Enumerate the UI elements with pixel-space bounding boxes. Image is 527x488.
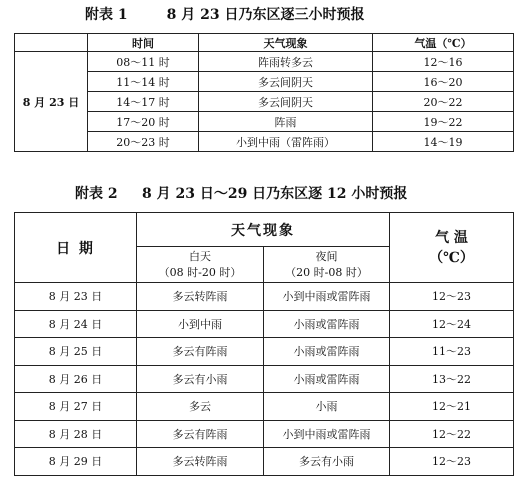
table2-header-day [137, 247, 264, 283]
table-row [15, 338, 514, 366]
table1-header-temp: 气温（℃） [373, 34, 514, 52]
temp-cell: 13～22 [390, 365, 514, 393]
time-cell: 20～23 时 [88, 132, 199, 152]
time-cell: 08～11 时 [88, 52, 199, 72]
night-weather-cell: 小到中雨或雷阵雨 [264, 283, 390, 311]
temp-cell: 12～23 [390, 448, 514, 476]
night-weather-cell: 小雨或雷阵雨 [264, 365, 390, 393]
date-cell: 8 月 25 日 [15, 338, 137, 366]
table2-header-weather: 天气现象 [137, 213, 390, 247]
night-weather-cell: 小雨或雷阵雨 [264, 338, 390, 366]
temp-cell: 12～24 [390, 310, 514, 338]
night-weather-cell: 多云有小雨 [264, 448, 390, 476]
table-row [15, 365, 514, 393]
table-row [15, 112, 514, 132]
table-row [15, 448, 514, 476]
date-cell: 8 月 29 日 [15, 448, 137, 476]
day-weather-cell: 多云有阵雨 [137, 420, 264, 448]
table-row [15, 132, 514, 152]
day-label: 白天 [189, 249, 211, 263]
table2-title: 附表 2 8 月 23 日～29 日乃东区逐 12 小时预报 [75, 186, 408, 202]
table-row [15, 283, 514, 311]
temp-cell: 16～20 [373, 72, 514, 92]
table1-header-time: 时间 [88, 34, 199, 52]
table-row [15, 72, 514, 92]
temp-cell: 20～22 [373, 92, 514, 112]
weather-cell: 多云间阴天 [199, 72, 373, 92]
weather-cell: 阵雨转多云 [199, 52, 373, 72]
night-weather-cell: 小雨 [264, 393, 390, 421]
table-row [15, 310, 514, 338]
twelve-hour-forecast-table [14, 212, 514, 476]
day-weather-cell: 小到中雨 [137, 310, 264, 338]
weather-cell: 小到中雨（雷阵雨） [199, 132, 373, 152]
temp-cell: 11～23 [390, 338, 514, 366]
table2-header-temp-unit: （℃） [429, 249, 474, 266]
time-cell: 14～17 时 [88, 92, 199, 112]
day-weather-cell: 多云转阵雨 [137, 283, 264, 311]
table1-header-weather: 天气现象 [199, 34, 373, 52]
table2-header-temp [390, 213, 514, 283]
temp-cell: 12～21 [390, 393, 514, 421]
night-label: 夜间 [315, 249, 338, 263]
table1-title: 附表 1 8 月 23 日乃东区逐三小时预报 [85, 7, 365, 23]
table-row [15, 393, 514, 421]
temp-cell: 12～16 [373, 52, 514, 72]
day-weather-cell: 多云有阵雨 [137, 338, 264, 366]
day-weather-cell: 多云有小雨 [137, 365, 264, 393]
temp-cell: 14～19 [373, 132, 514, 152]
temp-cell: 19～22 [373, 112, 514, 132]
three-hour-forecast-table [14, 33, 514, 152]
table2-header-row [15, 213, 514, 247]
temp-cell: 12～23 [390, 283, 514, 311]
weather-cell: 阵雨 [199, 112, 373, 132]
table-row [15, 92, 514, 112]
night-weather-cell: 小雨或雷阵雨 [264, 310, 390, 338]
date-cell: 8 月 23 日 [15, 283, 137, 311]
temp-cell: 12～22 [390, 420, 514, 448]
day-weather-cell: 多云转阵雨 [137, 448, 264, 476]
table1-date-cell: 8 月 23 日 [15, 52, 88, 152]
date-cell: 8 月 26 日 [15, 365, 137, 393]
day-hours: （08 时-20 时） [158, 265, 242, 279]
date-cell: 8 月 24 日 [15, 310, 137, 338]
date-cell: 8 月 28 日 [15, 420, 137, 448]
weather-cell: 多云间阴天 [199, 92, 373, 112]
time-cell: 11～14 时 [88, 72, 199, 92]
night-weather-cell: 小到中雨或雷阵雨 [264, 420, 390, 448]
day-weather-cell: 多云 [137, 393, 264, 421]
table-row [15, 420, 514, 448]
table2-header-night [264, 247, 390, 283]
table1-corner-cell [15, 34, 88, 52]
table2-header-temp-label: 气 温 [435, 229, 468, 246]
table2-header-date: 日 期 [15, 213, 137, 283]
table1-header-row [15, 34, 514, 52]
time-cell: 17～20 时 [88, 112, 199, 132]
date-cell: 8 月 27 日 [15, 393, 137, 421]
night-hours: （20 时-08 时） [285, 265, 368, 279]
table-row [15, 52, 514, 72]
